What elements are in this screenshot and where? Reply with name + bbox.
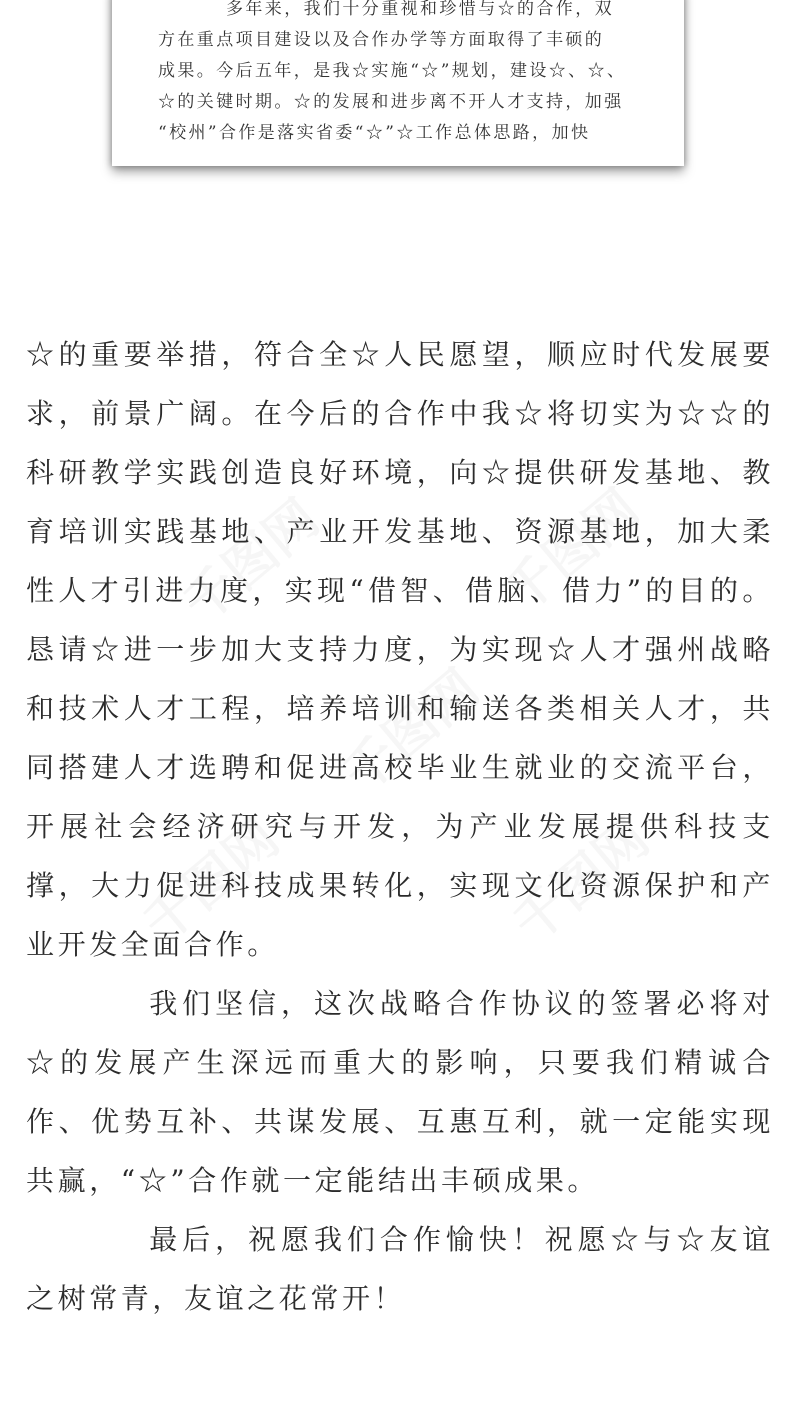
preview-line-4: ☆的关键时期。☆的发展和进步离不开人才支持，加强 <box>158 92 624 112</box>
preview-line-3: 成果。今后五年，是我☆实施“☆”规划，建设☆、☆、 <box>158 61 627 81</box>
document-body <box>26 325 774 1328</box>
document-preview-card <box>112 0 684 166</box>
body-paragraph-3: 最后，祝愿我们合作愉快！祝愿☆与☆友谊之树常青，友谊之花常开！ <box>26 1223 774 1315</box>
preview-line-1: 多年来，我们十分重视和珍惜与☆的合作，双 <box>226 0 614 19</box>
body-paragraph-1: ☆的重要举措，符合全☆人民愿望，顺应时代发展要求，前景广阔。在今后的合作中我☆将切实为☆☆的科研教学实践创造良好环境，向☆提供研发基地、教育培训实践基地、产业开发基地、资源基地，加大柔性人才引进力度，实现“借智、借脑、借力”的目的。恳请☆进一步加大支持力度，为实现☆人才强州战略和技术人才工程，培养培训和输送各类相关人才，共同搭建人才选聘和促进高校毕业生就业的交流平台，开展社会经济研究与开发，为产业发展提供科技支撑，大力促进科技成果转化，实现文化资源保护和产业开发全面合作。 <box>26 338 774 961</box>
preview-text <box>158 0 640 149</box>
preview-line-2: 方在重点项目建设以及合作办学等方面取得了丰硕的 <box>158 30 605 50</box>
body-paragraph-2: 我们坚信，这次战略合作协议的签署必将对☆的发展产生深远而重大的影响，只要我们精诚合作、优势互补、共谋发展、互惠互利，就一定能实现共赢，“☆”合作就一定能结出丰硕成果。 <box>26 987 774 1197</box>
preview-line-5: “校州”合作是落实省委“☆”☆工作总体思路，加快 <box>158 123 591 143</box>
